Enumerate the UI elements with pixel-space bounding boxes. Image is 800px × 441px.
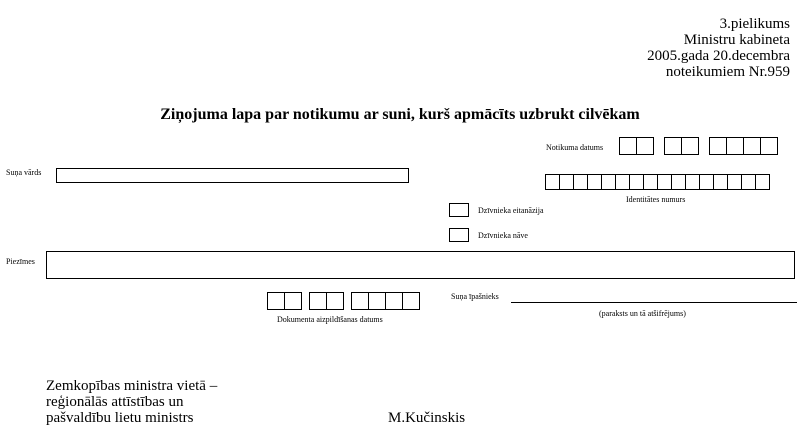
incident-date-month[interactable] <box>664 137 699 155</box>
id-number-label: Identitātes numurs <box>626 195 686 204</box>
completion-date-year[interactable] <box>351 292 420 310</box>
id-cell[interactable] <box>727 174 742 190</box>
date-cell[interactable] <box>309 292 327 310</box>
date-cell[interactable] <box>351 292 369 310</box>
id-cell[interactable] <box>741 174 756 190</box>
annex-number: 3.pielikums <box>719 16 790 32</box>
euthanasia-label: Dzīvnieka eitanāzija <box>478 206 544 215</box>
notes-label: Piezīmes <box>6 257 35 266</box>
id-cell[interactable] <box>545 174 560 190</box>
signatory-position <box>46 378 217 426</box>
signatory-position-line1: Zemkopības ministra vietā – <box>46 378 218 394</box>
dog-name-label: Suņa vārds <box>6 168 42 177</box>
id-number-field[interactable] <box>545 174 770 190</box>
id-cell[interactable] <box>601 174 616 190</box>
id-cell[interactable] <box>615 174 630 190</box>
completion-date-label: Dokumenta aizpildīšanas datums <box>277 315 383 324</box>
id-cell[interactable] <box>713 174 728 190</box>
date-cell[interactable] <box>664 137 682 155</box>
id-cell[interactable] <box>699 174 714 190</box>
death-checkbox[interactable] <box>449 228 469 242</box>
date-cell[interactable] <box>385 292 403 310</box>
id-cell[interactable] <box>559 174 574 190</box>
date-cell[interactable] <box>636 137 654 155</box>
annex-date: 2005.gada 20.decembra <box>647 48 790 64</box>
annex-regulation: noteikumiem Nr.959 <box>665 64 790 80</box>
signatory-name: M.Kučinskis <box>388 410 466 426</box>
date-cell[interactable] <box>681 137 699 155</box>
date-cell[interactable] <box>619 137 637 155</box>
death-label: Dzīvnieka nāve <box>478 231 528 240</box>
incident-date-year[interactable] <box>709 137 778 155</box>
owner-signature-line[interactable] <box>511 302 797 303</box>
id-cell[interactable] <box>587 174 602 190</box>
id-cell[interactable] <box>755 174 770 190</box>
date-cell[interactable] <box>284 292 302 310</box>
date-cell[interactable] <box>326 292 344 310</box>
annex-issuer: Ministru kabineta <box>683 32 790 48</box>
notes-field[interactable] <box>46 251 795 279</box>
date-cell[interactable] <box>368 292 386 310</box>
signatory-position-line3: pašvaldību lietu ministrs <box>46 410 194 426</box>
euthanasia-checkbox[interactable] <box>449 203 469 217</box>
date-cell[interactable] <box>726 137 744 155</box>
id-cell[interactable] <box>685 174 700 190</box>
id-cell[interactable] <box>643 174 658 190</box>
id-cell[interactable] <box>657 174 672 190</box>
date-cell[interactable] <box>709 137 727 155</box>
annex-reference <box>647 16 790 80</box>
owner-label: Suņa īpašnieks <box>451 292 499 301</box>
date-cell[interactable] <box>760 137 778 155</box>
date-cell[interactable] <box>267 292 285 310</box>
date-cell[interactable] <box>402 292 420 310</box>
completion-date-day[interactable] <box>267 292 302 310</box>
signatory-position-line2: reģionālās attīstības un <box>46 394 184 410</box>
incident-date-label: Notikuma datums <box>546 143 604 152</box>
id-cell[interactable] <box>573 174 588 190</box>
incident-date-day[interactable] <box>619 137 654 155</box>
date-cell[interactable] <box>743 137 761 155</box>
id-cell[interactable] <box>629 174 644 190</box>
signature-hint: (paraksts un tā atšifrējums) <box>599 309 686 318</box>
dog-name-field[interactable] <box>56 168 409 183</box>
page-title: Ziņojuma lapa par notikumu ar suni, kurš apmācīts uzbrukt cilvēkam <box>160 106 640 123</box>
id-cell[interactable] <box>671 174 686 190</box>
completion-date-month[interactable] <box>309 292 344 310</box>
